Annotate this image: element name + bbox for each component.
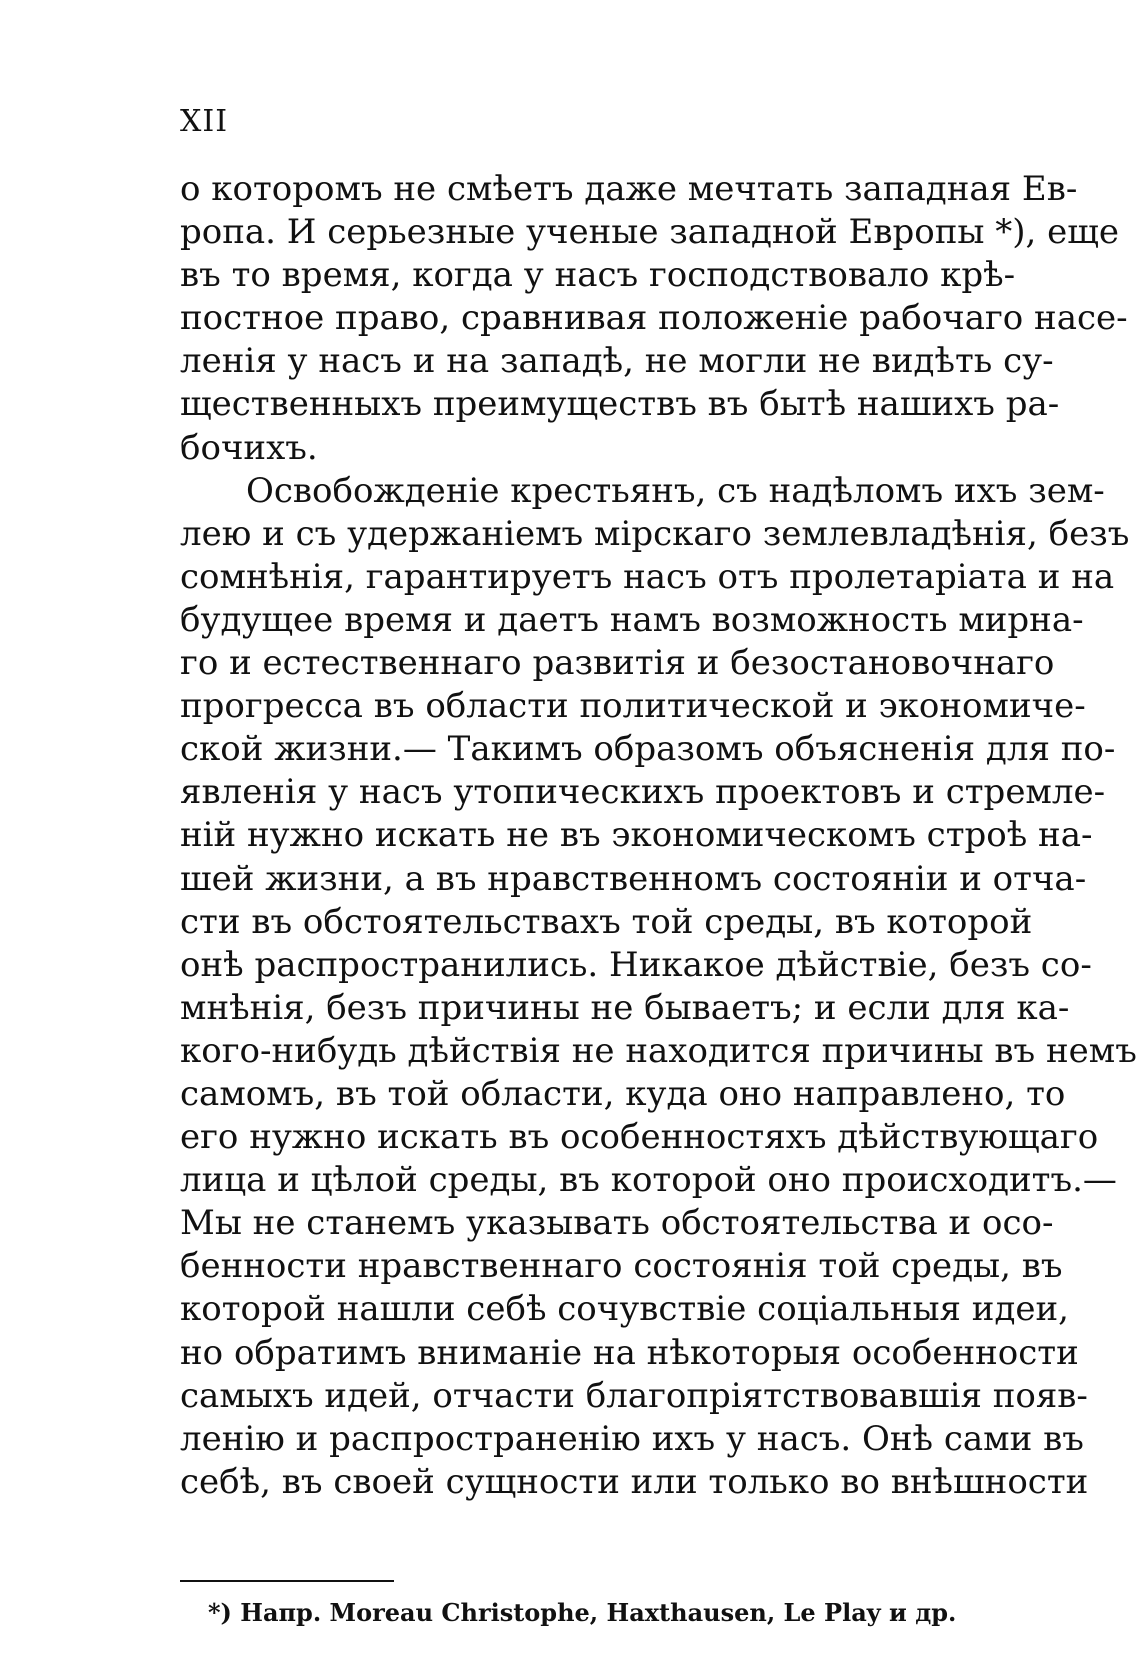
text-line: щественныхъ преимуществъ въ бытѣ нашихъ ра- xyxy=(180,384,1060,425)
text-line: сти въ обстоятельствахъ той среды, въ которой xyxy=(180,901,1033,942)
text-line: бенности нравственнаго состоянія той среды, въ xyxy=(180,1246,1063,1287)
text-line: сомнѣнія, гарантируетъ насъ отъ пролетаріата и на xyxy=(180,556,1115,597)
text-line: онѣ распространились. Никакое дѣйствіе, безъ со- xyxy=(180,944,1092,985)
text-line: прогресса въ области политической и экономиче- xyxy=(180,686,1086,727)
text-line: явленія у насъ утопическихъ проектовъ и стремле- xyxy=(180,772,1106,813)
text-line: ленію и распространенію ихъ у насъ. Онѣ сами въ xyxy=(180,1418,1084,1459)
text-line: себѣ, въ своей сущности или только во внѣшности xyxy=(180,1461,1089,1502)
body-text xyxy=(180,168,1137,1504)
paragraph xyxy=(180,470,1137,1504)
text-line: которой нашли себѣ сочувствіе соціальныя идеи, xyxy=(180,1289,1069,1330)
text-line: ропа. И серьезные ученые западной Европы *), еще xyxy=(180,212,1119,253)
text-line: будущее время и даетъ намъ возможность мирна- xyxy=(180,599,1084,640)
page-number: XII xyxy=(180,104,229,139)
text-line: ленія у насъ и на западѣ, не могли не видѣть су- xyxy=(180,341,1054,382)
text-line: о которомъ не смѣетъ даже мечтать западная Ев- xyxy=(180,169,1078,209)
text-line: бочихъ. xyxy=(180,427,318,468)
text-line: ній нужно искать не въ экономическомъ строѣ на- xyxy=(180,815,1093,856)
text-line: ской жизни.— Такимъ образомъ объясненія для по- xyxy=(180,729,1116,770)
text-line: въ то время, когда у насъ господствовало крѣ- xyxy=(180,255,1016,296)
text-line: самомъ, въ той области, куда оно направлено, то xyxy=(180,1073,1066,1114)
text-line: шей жизни, а въ нравственномъ состояніи и отча- xyxy=(180,858,1087,899)
text-line: мнѣнія, безъ причины не бываетъ; и если для ка- xyxy=(180,987,1070,1028)
text-line: Освобожденіе крестьянъ, съ надѣломъ ихъ зем- xyxy=(246,470,1105,511)
text-line: Мы не станемъ указывать обстоятельства и осо- xyxy=(180,1203,1054,1244)
text-line: кого-нибудь дѣйствія не находится причины въ немъ xyxy=(180,1030,1137,1071)
footnote: *) Напр. Moreau Christophe, Haxthausen, Le Play и др. xyxy=(208,1598,957,1627)
paragraph xyxy=(180,168,1128,470)
text-line: но обратимъ вниманіе на нѣкоторыя особенности xyxy=(180,1332,1079,1373)
text-line: самыхъ идей, отчасти благопріятствовавшія появ- xyxy=(180,1375,1088,1416)
text-line: его нужно искать въ особенностяхъ дѣйствующаго xyxy=(180,1117,1099,1158)
text-line: постное право, сравнивая положеніе рабочаго насе- xyxy=(180,298,1128,339)
text-line: лица и цѣлой среды, въ которой оно происходитъ.— xyxy=(180,1160,1117,1201)
text-line: го и естественнаго развитія и безостановочнаго xyxy=(180,643,1055,684)
footnote-divider xyxy=(180,1580,394,1582)
text-line: лею и съ удержаніемъ мірскаго землевладѣнія, безъ xyxy=(180,513,1130,554)
